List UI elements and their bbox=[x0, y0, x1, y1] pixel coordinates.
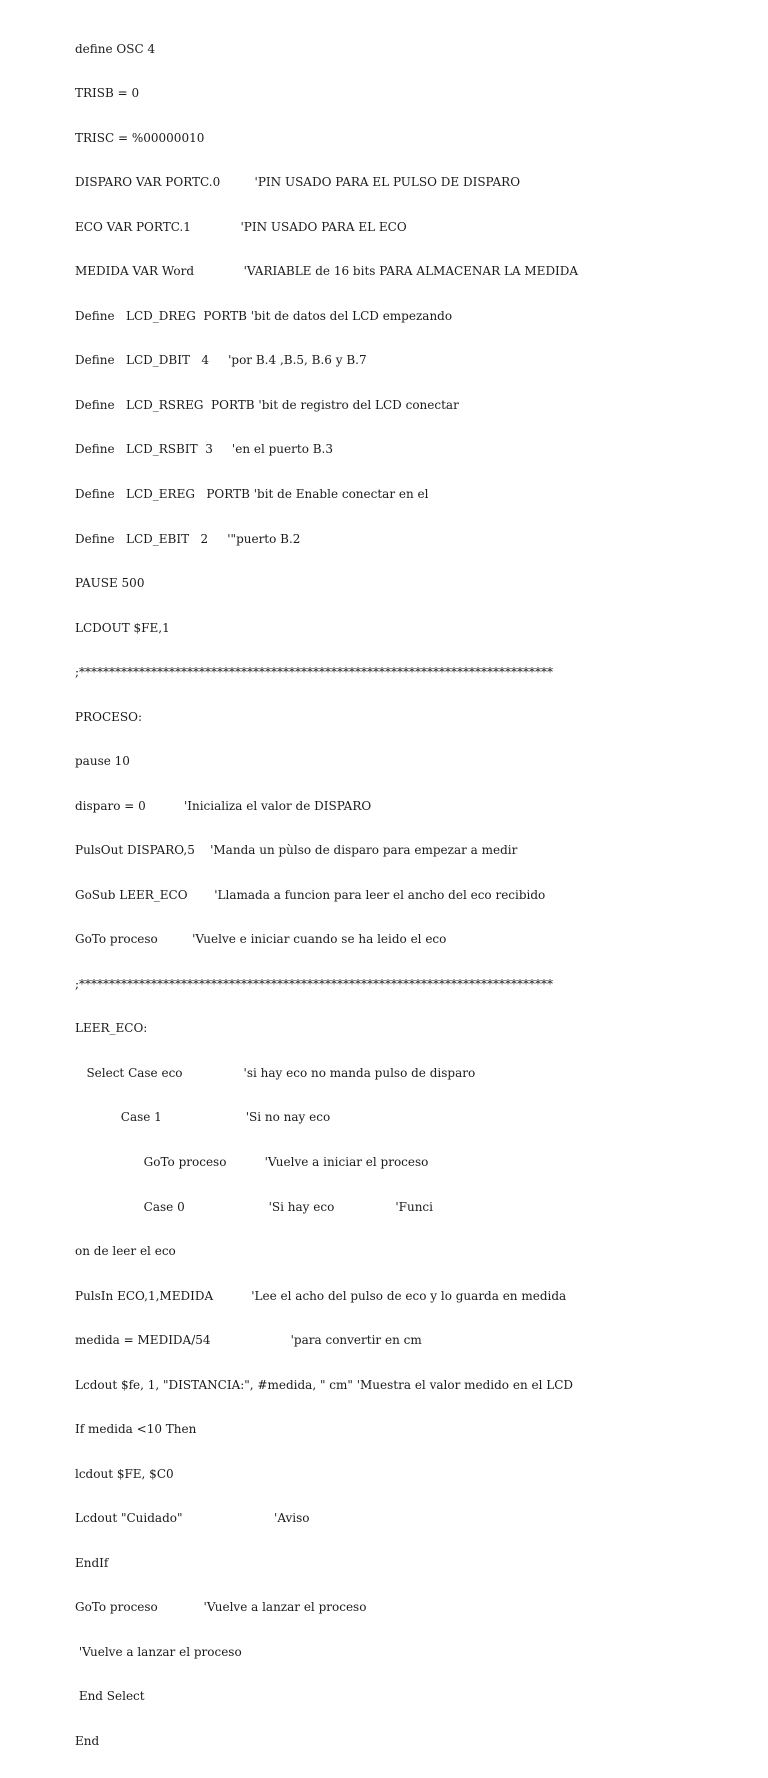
code-line: TRISB = 0 bbox=[75, 86, 140, 101]
code-line: MEDIDA VAR Word 'VARIABLE de 16 bits PARA ALMACENAR LA MEDIDA bbox=[75, 264, 579, 279]
code-line: GoSub LEER_ECO 'Llamada a funcion para leer el ancho del eco recibido bbox=[75, 887, 546, 902]
code-line: Define LCD_EBIT 2 '"puerto B.2 bbox=[75, 531, 301, 546]
code-line: Case 0 'Si hay eco 'Funci bbox=[75, 1199, 433, 1214]
code-line: PAUSE 500 bbox=[75, 576, 145, 591]
code-line: Lcdout $fe, 1, "DISTANCIA:", #medida, " cm" 'Muestra el valor medido en el LCD bbox=[75, 1377, 574, 1392]
code-line: define OSC 4 bbox=[75, 41, 156, 56]
code-line: GoTo proceso 'Vuelve a lanzar el proceso bbox=[75, 1600, 367, 1615]
separator-line: ;******************************************************************************* bbox=[75, 665, 554, 680]
code-line: lcdout $FE, $C0 bbox=[75, 1466, 174, 1481]
code-line: Define LCD_DBIT 4 'por B.4 ,B.5, B.6 y B.7 bbox=[75, 353, 367, 368]
separator-line: ;******************************************************************************* bbox=[75, 976, 554, 991]
code-line: disparo = 0 'Inicializa el valor de DISPARO bbox=[75, 798, 372, 813]
code-line: End bbox=[75, 1733, 100, 1748]
code-line: PulsIn ECO,1,MEDIDA 'Lee el acho del pulso de eco y lo guarda en medida bbox=[75, 1288, 567, 1303]
code-line: LEER_ECO: bbox=[75, 1021, 148, 1036]
code-line: Define LCD_DREG PORTB 'bit de datos del LCD empezando bbox=[75, 308, 453, 323]
code-listing bbox=[75, 12, 685, 1778]
code-line: PROCESO: bbox=[75, 709, 142, 724]
code-line: EndIf bbox=[75, 1555, 109, 1570]
code-line: ECO VAR PORTC.1 'PIN USADO PARA EL ECO bbox=[75, 219, 407, 234]
code-line: on de leer el eco bbox=[75, 1244, 176, 1259]
code-line: Define LCD_RSBIT 3 'en el puerto B.3 bbox=[75, 442, 333, 457]
code-line: Define LCD_EREG PORTB 'bit de Enable conectar en el bbox=[75, 487, 429, 501]
code-line: Define LCD_RSREG PORTB 'bit de registro del LCD conectar bbox=[75, 397, 459, 412]
code-line: TRISC = %00000010 bbox=[75, 130, 205, 145]
code-line: Lcdout "Cuidado" 'Aviso bbox=[75, 1511, 310, 1526]
code-line: Case 1 'Si no nay eco bbox=[75, 1110, 331, 1125]
code-line: DISPARO VAR PORTC.0 'PIN USADO PARA EL PULSO DE DISPARO bbox=[75, 175, 521, 190]
code-line: 'Vuelve a lanzar el proceso bbox=[75, 1644, 242, 1659]
code-line: GoTo proceso 'Vuelve e iniciar cuando se ha leido el eco bbox=[75, 932, 447, 947]
code-line: PulsOut DISPARO,5 'Manda un pùlso de disparo para empezar a medir bbox=[75, 843, 518, 858]
code-line: medida = MEDIDA/54 'para convertir en cm bbox=[75, 1333, 422, 1348]
code-line: pause 10 bbox=[75, 754, 130, 769]
code-line: GoTo proceso 'Vuelve a iniciar el proceso bbox=[75, 1154, 429, 1169]
code-line: LCDOUT $FE,1 bbox=[75, 620, 170, 635]
code-line: If medida <10 Then bbox=[75, 1422, 197, 1437]
code-line: End Select bbox=[75, 1689, 145, 1704]
code-line: Select Case eco 'si hay eco no manda pulso de disparo bbox=[75, 1065, 476, 1080]
